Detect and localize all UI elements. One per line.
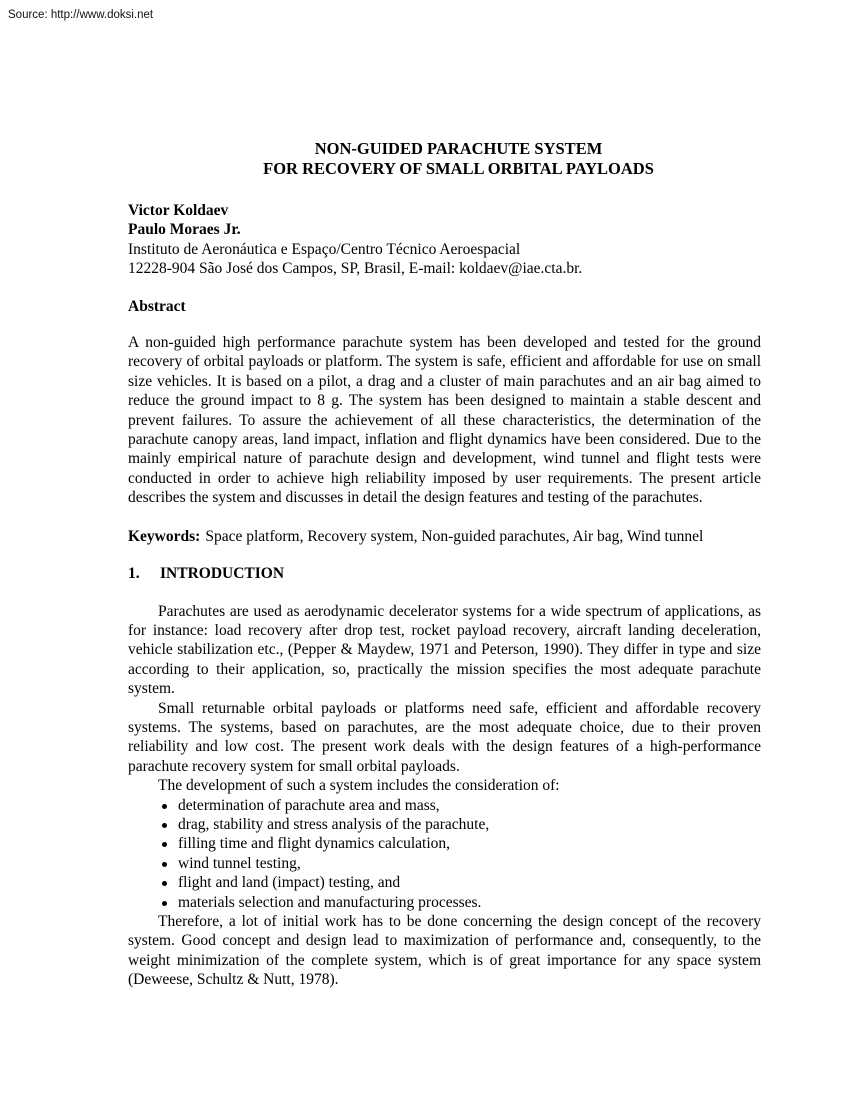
section-title: INTRODUCTION [160, 565, 285, 583]
keywords-line [128, 527, 761, 546]
bullet-item: materials selection and manufacturing processes. [128, 893, 761, 912]
paper-title [128, 139, 761, 179]
authors-block [128, 201, 761, 279]
paper-title-line2: FOR RECOVERY OF SMALL ORBITAL PAYLOADS [263, 159, 654, 178]
author-name-1: Victor Koldaev [128, 202, 229, 219]
abstract-body: A non-guided high performance parachute system has been developed and tested for the ground recovery of orbital payloads or platform. The system is safe, efficient and affordable for use on small size vehicles. It is based on a pilot, a drag and a cluster of main parachutes and an air bag aimed to reduce the ground impact to 8 g. The system has been designed to maintain a stable descent and prevent failures. To assure the achievement of all these characteristics, the determination of the parachute canopy areas, land impact, inflation and flight dynamics have been considered. Due to the mainly empirical nature of parachute design and development, wind tunnel and flight tests were conducted in order to achieve high reliability imposed by user requirements. The present article describes the system and discusses in detail the design features and testing of the parachutes. [128, 334, 761, 507]
author-name-2: Paulo Moraes Jr. [128, 221, 241, 239]
intro-paragraph-1: Parachutes are used as aerodynamic decelerator systems for a wide spectrum of applications, as for instance: load recovery after drop test, rocket payload recovery, aircraft landing deceleration, vehicle stabilization etc., (Pepper & Maydew, 1971 and Peterson, 1990). They differ in type and size according to their application, so, practically the mission specifies the most adequate parachute system. [128, 602, 761, 698]
bullet-item: flight and land (impact) testing, and [128, 873, 761, 892]
bullet-item: wind tunnel testing, [128, 854, 761, 873]
abstract-heading: Abstract [128, 297, 186, 315]
source-url: Source: http://www.doksi.net [8, 9, 154, 21]
bullet-item: determination of parachute area and mass, [128, 796, 761, 815]
address-email: 12228-904 São José dos Campos, SP, Brasil, E-mail: koldaev@iae.cta.br. [128, 260, 583, 278]
section-number: 1. [128, 565, 140, 583]
keywords-text: Space platform, Recovery system, Non-guided parachutes, Air bag, Wind tunnel [205, 527, 704, 545]
bullet-item: drag, stability and stress analysis of the parachute, [128, 815, 761, 834]
affiliation: Instituto de Aeronáutica e Espaço/Centro Técnico Aeroespacial [128, 240, 521, 258]
section-heading-introduction [128, 564, 761, 583]
intro-paragraph-4: Therefore, a lot of initial work has to be done concerning the design concept of the recovery system. Good concept and design lead to maximization of performance and, consequently, to the weight minimization of the complete system, which is of great importance for any space system (Deweese, Schultz & Nutt, 1978). [128, 913, 761, 989]
paper-content [128, 0, 761, 990]
keywords-label: Keywords: [128, 527, 201, 545]
intro-paragraph-2: Small returnable orbital payloads or platforms need safe, efficient and affordable recovery systems. The systems, based on parachutes, are the most adequate choice, due to their proven reliability and low cost. The present work deals with the design features of a high-performance parachute recovery system for small orbital payloads. [128, 699, 761, 775]
bullet-list [128, 796, 761, 912]
paper-title-line1: NON-GUIDED PARACHUTE SYSTEM [314, 139, 603, 158]
bullet-item: filling time and flight dynamics calculation, [128, 834, 761, 853]
intro-paragraph-3: The development of such a system includes the consideration of: [158, 777, 560, 795]
